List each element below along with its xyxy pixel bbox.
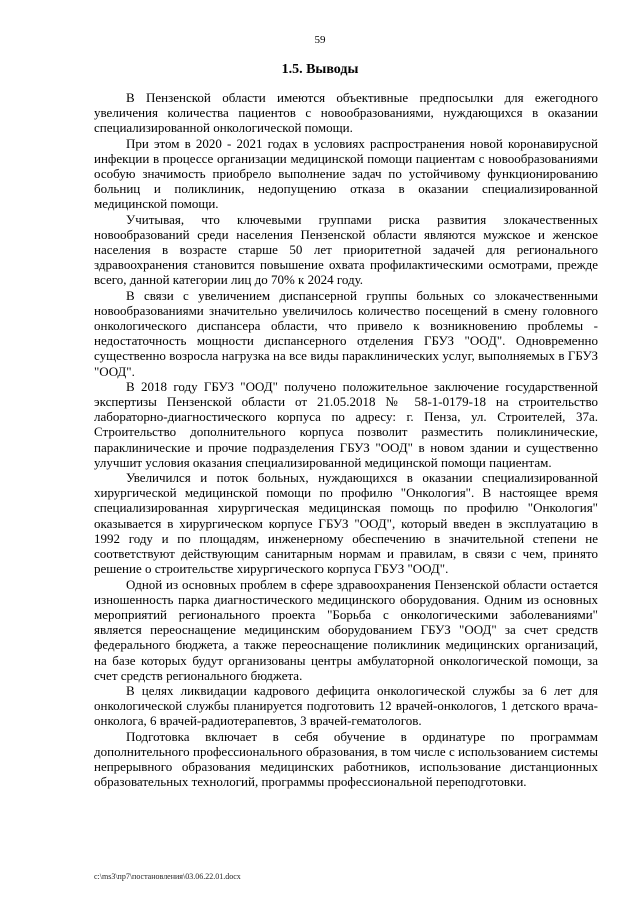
section-title: 1.5. Выводы xyxy=(281,62,359,77)
file-path-footer: c:\ms3\пр7\постановления\03.06.22.01.docx xyxy=(94,872,241,881)
paragraph: Учитывая, что ключевыми группами риска развития злокачественных новообразований среди населения Пензенской области являются мужское и женское населения в возрасте старше 50 лет приоритетной задачей для регионального здравоохранения становится повышение охвата профилактическими осмотрами, прежде всего, данной категории лиц до 70% к 2024 году. xyxy=(94,211,598,288)
paragraph: Подготовка включает в себя обучение в ординатуре по программам дополнительного профессионального образования, в том числе с использованием системы непрерывного образования медицинских работников, использование дистанционных образовательных технологий, программы профессиональной переподготовки. xyxy=(94,728,598,790)
page-number: 59 xyxy=(314,34,326,46)
paragraph: Одной из основных проблем в сфере здравоохранения Пензенской области остается изношенность парка диагностического медицинского оборудования. Одним из основных мероприятий регионального проекта "Борьба с онкологическими заболеваниями" является переоснащение медицинским оборудованием ГБУЗ "ООД" за счет средств федерального бюджета, а также переоснащение поликлиник медицинских организаций, на базе которых будут организованы центры амбулаторной онкологической помощи, за счет средств регионального бюджета. xyxy=(94,576,598,683)
document-body xyxy=(94,90,598,789)
paragraph: Увеличился и поток больных, нуждающихся в оказании специализированной хирургической медицинской помощи по профилю "Онкология". В настоящее время специализированная хирургическая медицинская помощь по профилю "Онкология" оказывается в хирургическом корпусе ГБУЗ "ООД", который введен в эксплуатацию в 1992 году и по площадям, инженерному обеспечению в значительной степени не соответствуют действующим санитарным нормам и правилам, в связи с чем, принято решение о строительстве хирургического корпуса ГБУЗ "ООД". xyxy=(94,470,598,577)
paragraph: При этом в 2020 - 2021 годах в условиях распространения новой коронавирусной инфекции в процессе организации медицинской помощи пациентам с новообразованиями особую значимость приобрело выполнение задач по устойчивому функционированию больниц и поликлиник, недопущению отказа в оказании специализированной медицинской помощи. xyxy=(94,135,598,212)
paragraph: В связи с увеличением диспансерной группы больных со злокачественными новообразованиями значительно увеличилось количество посещений в смену головного онкологического диспансера области, что привело к возникновению проблемы - недостаточность мощности диспансерного отделения ГБУЗ "ООД". Одновременно существенно возросла нагрузка на все виды параклинических услуг, выполняемых в ГБУЗ "ООД". xyxy=(94,287,598,379)
paragraph: В целях ликвидации кадрового дефицита онкологической службы за 6 лет для онкологической службы планируется подготовить 12 врачей-онкологов, 1 детского врача-онколога, 6 врачей-радиотерапевтов, 3 врачей-гематологов. xyxy=(94,682,598,729)
paragraph: В 2018 году ГБУЗ "ООД" получено положительное заключение государственной экспертизы Пензенской области от 21.05.2018 № 58-1-0179-18 на строительство лабораторно-диагностического корпуса по адресу: г. Пенза, ул. Строителей, 37а. Строительство дополнительного корпуса позволит разместить поликлинические, параклинические и прочие подразделения ГБУЗ "ООД" в новом здании и существенно улучшит условия оказания специализированной медицинской помощи пациентам. xyxy=(94,378,598,470)
paragraph: В Пензенской области имеются объективные предпосылки для ежегодного увеличения количества пациентов с новообразованиями, нуждающихся в оказании специализированной онкологической помощи. xyxy=(94,90,598,136)
